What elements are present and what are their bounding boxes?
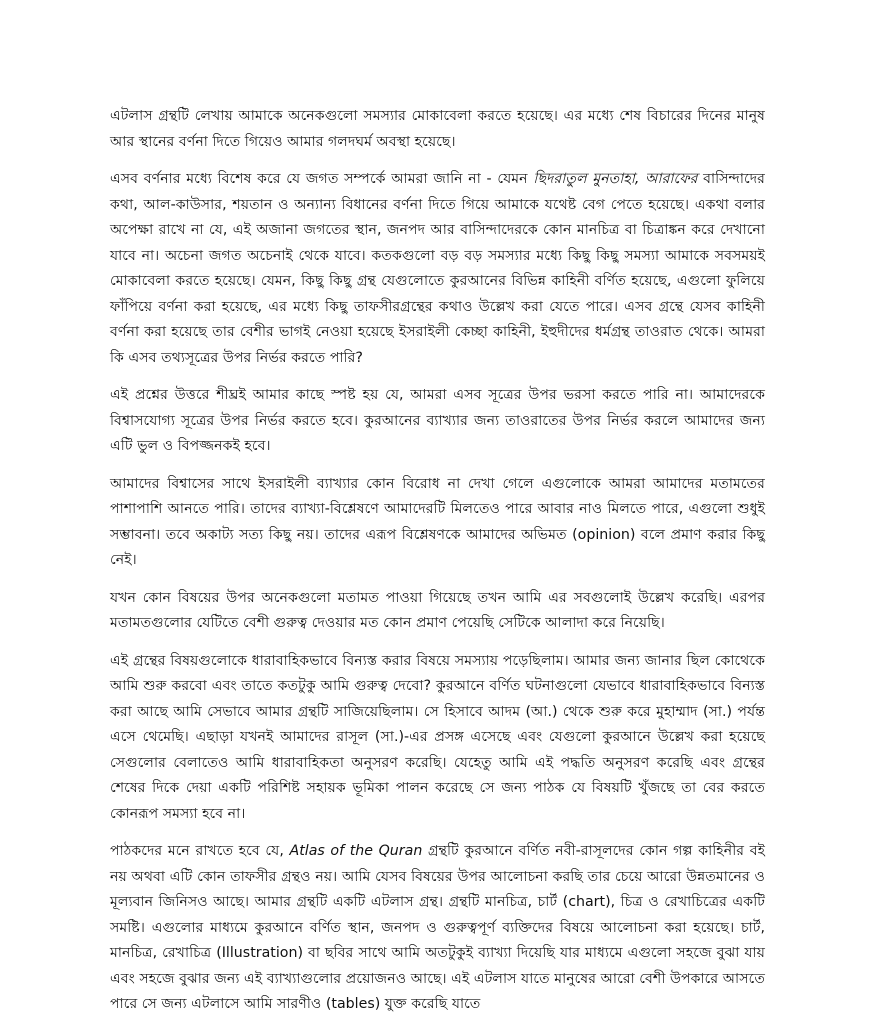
paragraph-7-book-title: Atlas of the Quran [289, 843, 423, 859]
paragraph-2 [110, 167, 765, 371]
paragraph-2-text: এসব বর্ণনার মধ্যে বিশেষ করে যে জগত সম্পর্কে আমরা জানি না - যেমন [110, 171, 534, 187]
paragraph-4 [110, 472, 765, 574]
document-page [110, 104, 765, 1030]
paragraph-4-text: আমাদের বিশ্বাসের সাথে ইসরাইলী ব্যাখ্যার কোন বিরোধ না দেখা গেলে এগুলোকে আমরা আমাদের মতামতের পাশাপাশি আনতে পারি। তাদের ব্যাখ্যা-বিশ্লেষণে আমাদেরটি মিলতেও পারে আবার নাও মিলতে পারে, এগুলো শুধুই সম্ভাবনা। তবে অকাট্য সত্য কিছু নয়। তাদের এরূপ বিশ্লেষণকে আমাদের অভিমত (opinion) বলে প্রমাণ করার কিছু নেই। [110, 475, 765, 568]
paragraph-3 [110, 383, 765, 460]
paragraph-1-text: এটলাস গ্রন্থটি লেখায় আমাকে অনেকগুলো সমস্যার মোকাবেলা করতে হয়েছে। এর মধ্যে শেষ বিচারের দিনের মানুষ আর স্থানের বর্ণনা দিতে গিয়েও আমার গলদঘর্ম অবস্থা হয়েছে। [110, 108, 765, 150]
paragraph-7-text-continued: গ্রন্থটি কুরআনে বর্ণিত নবী-রাসূলদের কোন গল্প কাহিনীর বই নয় অথবা এটি কোন তাফসীর গ্রন্থও নয়। আমি যেসব বিষয়ের উপর আলোচনা করছি তার চেয়ে আরো উন্নতমানের ও মূল্যবান জিনিসও আছে। আমার গ্রন্থটি একটি এটলাস গ্রন্থ। গ্রন্থটি মানচিত্র, চার্ট (chart), চিত্র ও রেখাচিত্রের একটি সমষ্টি। এগুলোর মাধ্যমে কুরআনে বর্ণিত স্থান, জনপদ ও গুরুত্বপূর্ণ ব্যক্তিদের বিষয়ে আলোচনা করা হয়েছে। চার্ট, মানচিত্র, রেখাচিত্র (Illustration) বা ছবির সাথে আমি অতটুকুই ব্যাখ্যা দিয়েছি যার মাধ্যমে এগুলো সহজে বুঝা যায় এবং সহজে বুঝার জন্য এই ব্যাখ্যাগুলোর প্রয়োজনও আছে। এই এটলাস যাতে মানুষের আরো বেশী উপকারে আসতে পারে সে জন্য এটলাসে আমি সারণীও (tables) যুক্ত করেছি যাতে [110, 843, 765, 1012]
paragraph-6 [110, 649, 765, 828]
paragraph-2-italic-term: ছিদরাতুল মুনতাহা, আরাফের [533, 171, 698, 187]
paragraph-7 [110, 839, 765, 1018]
paragraph-3-text: এই প্রশ্নের উত্তরে শীঘ্রই আমার কাছে স্পষ্ট হয় যে, আমরা এসব সূত্রের উপর ভরসা করতে পারি না। আমাদেরকে বিশ্বাসযোগ্য সূত্রের উপর নির্ভর করতে হবে। কুরআনের ব্যাখ্যার জন্য তাওরাতের উপর নির্ভর করলে আমাদের জন্য এটি ভুল ও বিপজ্জনকই হবে। [110, 387, 765, 454]
paragraph-5-text: যখন কোন বিষয়ের উপর অনেকগুলো মতামত পাওয়া গিয়েছে তখন আমি এর সবগুলোই উল্লেখ করেছি। এরপর মতামতগুলোর যেটিতে বেশী গুরুত্ব দেওয়ার মত কোন প্রমাণ পেয়েছি সেটিকে আলাদা করে নিয়েছি। [110, 589, 765, 631]
paragraph-6-text: এই গ্রন্থের বিষয়গুলোকে ধারাবাহিকভাবে বিন্যস্ত করার বিষয়ে সমস্যায় পড়েছিলাম। আমার জন্য জানার ছিল কোথেকে আমি শুরু করবো এবং তাতে কতটুকু আমি গুরুত্ব দেবো? কুরআনে বর্ণিত ঘটনাগুলো যেভাবে ধারাবাহিকভাবে বিন্যস্ত করা আছে আমি সেভাবে আমার গ্রন্থটি সাজিয়েছিলাম। সে হিসাবে আদম (আ.) থেকে শুরু করে মুহাম্মাদ (সা.) পর্যন্ত এসে থেমেছি। এছাড়া যখনই আমাদের রাসূল (সা.)-এর প্রসঙ্গ এসেছে এবং যেগুলো কুরআনে উল্লেখ করা হয়েছে সেগুলোর বেলাতেও আমি ধারাবাহিকতা অনুসরণ করেছি। যেহেতু আমি এই পদ্ধতি অনুসরণ করেছি এবং গ্রন্থের শেষের দিকে দেয়া একটি পরিশিষ্ট সহায়ক ভূমিকা পালন করেছে সে জন্য পাঠক যে বিষয়টি খুঁজছে তা বের করতে কোনরূপ সমস্যা হবে না। [110, 652, 765, 822]
paragraph-5 [110, 586, 765, 637]
paragraph-7-text: পাঠকদের মনে রাখতে হবে যে, [110, 843, 290, 859]
paragraph-1 [110, 104, 765, 155]
paragraph-2-text-continued: বাসিন্দাদের কথা, আল-কাউসার, শয়তান ও অন্যান্য বিধানের বর্ণনা দিতে গিয়ে আমাকে যথেষ্ট বেগ পেতে হয়েছে। একথা বলার অপেক্ষা রাখে না যে, এই অজানা জগতের স্থান, জনপদ আর বাসিন্দাদেরকে কোন মানচিত্র বা চিত্রাঙ্কন করে দেখানো যাবে না। অচেনা জগত অচেনাই থেকে যাবে। কতকগুলো বড় বড় সমস্যার মধ্যে কিছু কিছু সমস্যা আমাকে সবসময়ই মোকাবেলা করতে হয়েছে। যেমন, কিছু কিছু গ্রন্থ যেগুলোতে কুরআনের বিভিন্ন কাহিনী বর্ণিত হয়েছে, এগুলো ফুলিয়ে ফাঁপিয়ে বর্ণনা করা হয়েছে, এর মধ্যে কিছু তাফসীরগ্রন্থের কথাও উল্লেখ করা যেতে পারে। এসব গ্রন্থে যেসব কাহিনী বর্ণনা করা হয়েছে তার বেশীর ভাগই নেওয়া হয়েছে ইসরাইলী কেচ্ছা কাহিনী, ইহুদীদের ধর্মগ্রন্থ তাওরাত থেকে। আমরা কি এসব তথ্যসূত্রের উপর নির্ভর করতে পারি? [110, 171, 765, 366]
